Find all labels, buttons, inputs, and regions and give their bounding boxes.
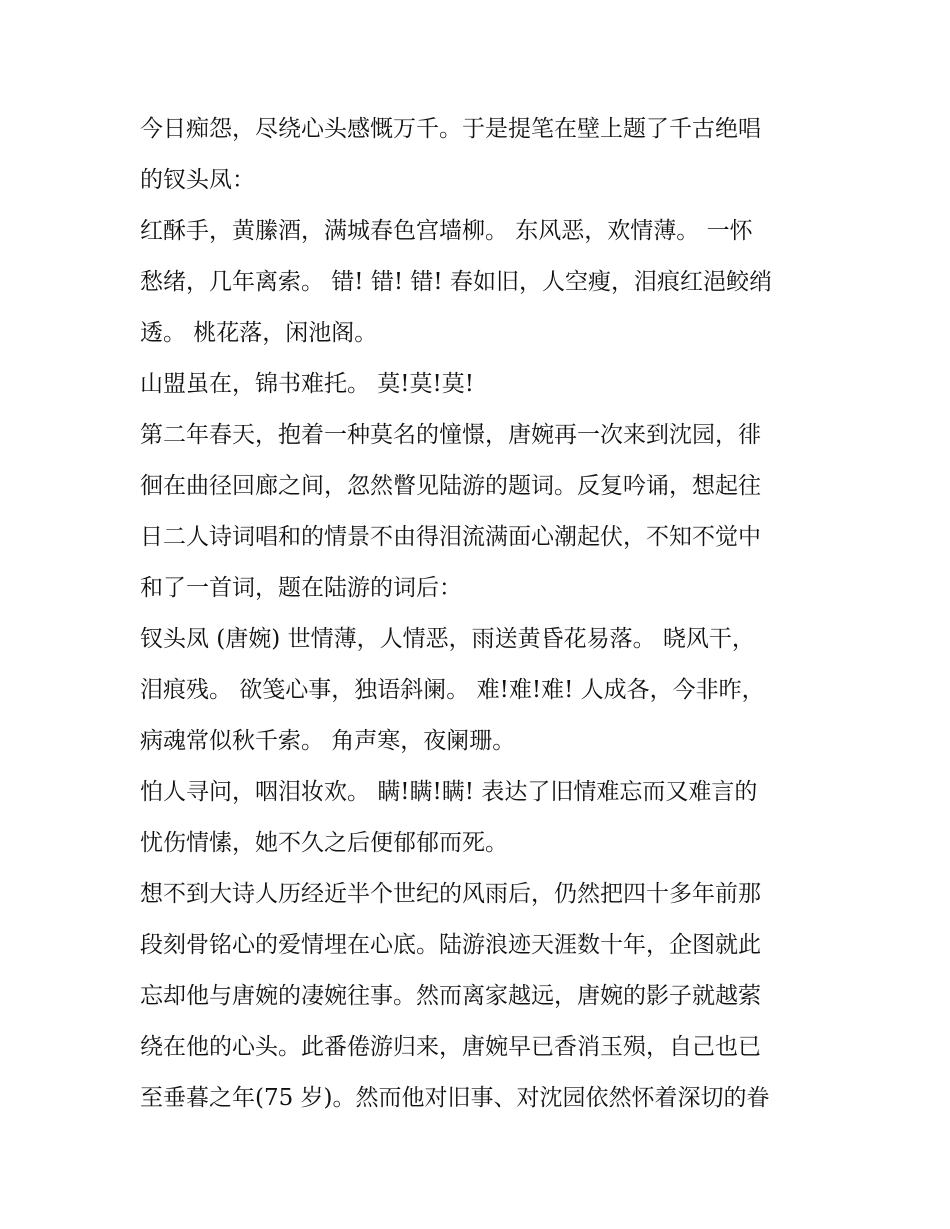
text-line: 泪痕残。 欲笺心事，独语斜阑。 难!难!难! 人成各，今非昨，	[140, 677, 765, 703]
text-line: 忧伤情愫，她不久之后便郁郁而死。	[140, 830, 508, 856]
text-line: 怕人寻问，咽泪妆欢。 瞒!瞒!瞒! 表达了旧情难忘而又难言的	[140, 779, 758, 805]
body-text	[140, 107, 812, 1127]
text-line: 段刻骨铭心的爱情埋在心底。陆游浪迹天涯数十年，企图就此	[140, 932, 761, 958]
text-line: 的钗头凤：	[140, 167, 255, 193]
text-line: 钗头凤 (唐婉) 世情薄，人情恶，雨送黄昏花易落。 晓风干，	[140, 626, 755, 652]
text-line: 日二人诗词唱和的情景不由得泪流满面心潮起伏，不知不觉中	[140, 524, 761, 550]
text-line: 红酥手，黄縢酒，满城春色宫墙柳。 东风恶，欢情薄。 一怀	[140, 218, 753, 244]
text-line: 今日痴怨，尽绕心头感慨万千。于是提笔在壁上题了千古绝唱	[140, 116, 761, 142]
text-line: 山盟虽在，锦书难托。 莫!莫!莫!	[140, 371, 475, 397]
text-line: 透。 桃花落，闲池阁。	[140, 320, 378, 346]
text-line: 绕在他的心头。此番倦游归来，唐婉早已香消玉殒，自己也已	[140, 1034, 761, 1060]
text-line: 第二年春天，抱着一种莫名的憧憬，唐婉再一次来到沈园，徘	[140, 422, 761, 448]
text-line: 至垂暮之年(75 岁)。然而他对旧事、对沈园依然怀着深切的眷	[140, 1085, 770, 1111]
text-line: 愁绪，几年离索。 错! 错! 错! 春如旧，人空瘦，泪痕红浥鲛绡	[140, 269, 772, 295]
text-line: 徊在曲径回廊之间，忽然瞥见陆游的题词。反复吟诵，想起往	[140, 473, 761, 499]
text-line: 和了一首词，题在陆游的词后：	[140, 575, 462, 601]
text-line: 病魂常似秋千索。 角声寒，夜阑珊。	[140, 728, 516, 754]
text-line: 想不到大诗人历经近半个世纪的风雨后，仍然把四十多年前那	[140, 881, 761, 907]
text-line: 忘却他与唐婉的凄婉往事。然而离家越远，唐婉的影子就越萦	[140, 983, 761, 1009]
